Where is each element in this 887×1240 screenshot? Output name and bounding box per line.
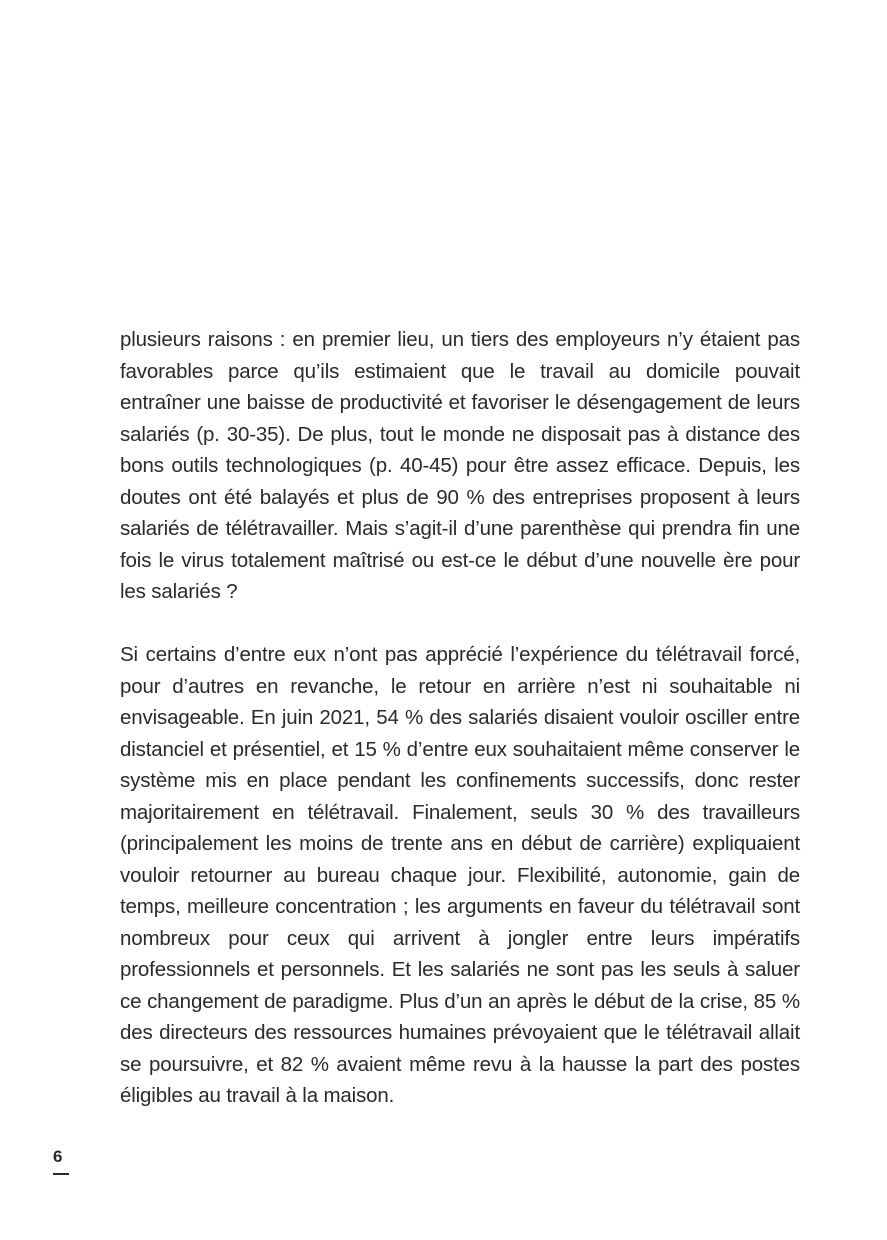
page-number-underline <box>53 1173 69 1175</box>
body-paragraph-1: plusieurs raisons : en premier lieu, un tiers des employeurs n’y étaient pas favorables parce qu’ils estimaient que le travail au domicile pouvait entraîner une baisse de productivité et favoriser le désengagement de leurs salariés (p. 30-35). De plus, tout le monde ne disposait pas à distance des bons outils technologiques (p. 40-45) pour être assez efficace. Depuis, les doutes ont été balayés et plus de 90 % des entreprises proposent à leurs salariés de télétravailler. Mais s’agit-il d’une parenthèse qui prendra fin une fois le virus totalement maîtrisé ou est-ce le début d’une nouvelle ère pour les salariés ? <box>120 328 800 603</box>
page-number: 6 <box>53 1147 63 1166</box>
body-paragraph-2: Si certains d’entre eux n’ont pas apprécié l’expérience du télétravail forcé, pour d’autres en revanche, le retour en arrière n’est ni souhaitable ni envisageable. En juin 2021, 54 % des salariés disaient vouloir osciller entre distanciel et présentiel, et 15 % d’entre eux souhaitaient même conserver le système mis en place pendant les confinements successifs, donc rester majoritairement en télétravail. Finalement, seuls 30 % des travailleurs (principalement les moins de trente ans en début de carrière) expliquaient vouloir retourner au bureau chaque jour. Flexibilité, autonomie, gain de temps, meilleure concentration ; les arguments en faveur du télétravail sont nombreux pour ceux qui arrivent à jongler entre leurs impératifs professionnels et personnels. Et les salariés ne sont pas les seuls à saluer ce changement de paradigme. Plus d’un an après le début de la crise, 85 % des directeurs des ressources humaines prévoyaient que le télétravail allait se poursuivre, et 82 % avaient même revu à la hausse la part des postes éligibles au travail à la maison. <box>120 643 800 1107</box>
